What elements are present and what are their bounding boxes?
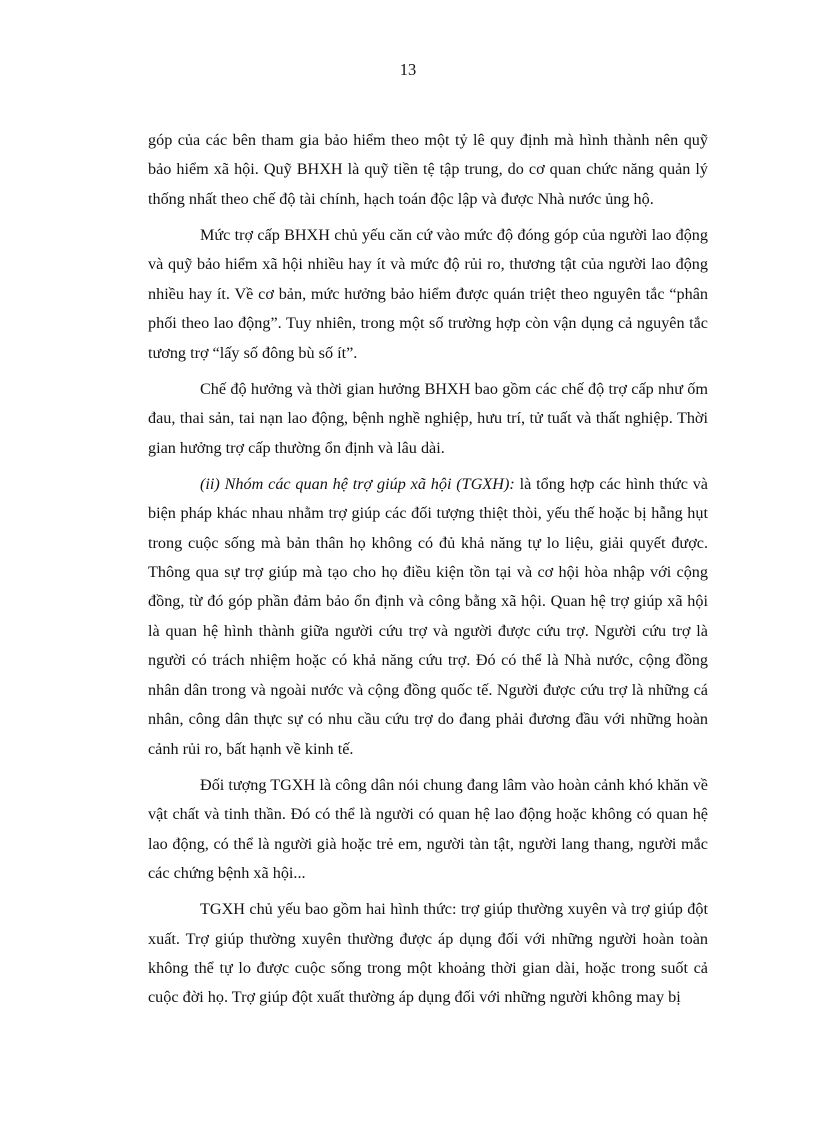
paragraph-5-text: Đối tượng TGXH là công dân nói chung đang lâm vào hoàn cảnh khó khăn về vật chất và tinh thần. Đó có thể là người có quan hệ lao động hoặc không có quan hệ lao động, có thể là người già hoặc trẻ em, người tàn tật, người lang thang, người mắc các chứng bệnh xã hội...	[148, 775, 708, 882]
paragraph-1	[148, 126, 708, 214]
paragraph-6-text: TGXH chủ yếu bao gồm hai hình thức: trợ giúp thường xuyên và trợ giúp đột xuất. Trợ giúp thường xuyên thường được áp dụng đối với những người hoàn toàn không thể tự lo được cuộc sống trong một khoảng thời gian dài, hoặc trong suốt cả cuộc đời họ. Trợ giúp đột xuất thường áp dụng đối với những người không may bị	[148, 900, 708, 1007]
paragraph-3	[148, 375, 708, 463]
document-body	[148, 126, 708, 1020]
page-number: 13	[399, 60, 417, 79]
paragraph-4-text: là tổng hợp các hình thức và biện pháp khác nhau nhằm trợ giúp các đối tượng thiệt thòi, yếu thế hoặc bị hẫng hụt trong cuộc sống mà bản thân họ không có đủ khả năng tự lo liệu, giải quyết được. Thông qua sự trợ giúp mà tạo cho họ điều kiện tồn tại và cơ hội hòa nhập với cộng đồng, từ đó góp phần đảm bảo ổn định và công bằng xã hội. Quan hệ trợ giúp xã hội là quan hệ hình thành giữa người cứu trợ và người được cứu trợ. Người cứu trợ là người có trách nhiệm hoặc có khả năng cứu trợ. Đó có thể là Nhà nước, cộng đồng nhân dân trong và ngoài nước và cộng đồng quốc tế. Người được cứu trợ là những cá nhân, công dân thực sự có nhu cầu cứu trợ do đang phải đương đầu với những hoàn cảnh rủi ro, bất hạnh về kinh tế.	[148, 474, 708, 758]
paragraph-2-text: Mức trợ cấp BHXH chủ yếu căn cứ vào mức độ đóng góp của người lao động và quỹ bảo hiểm xã hội nhiều hay ít và mức độ rủi ro, thương tật của người lao động nhiều hay ít. Về cơ bản, mức hưởng bảo hiểm được quán triệt theo nguyên tắc “phân phối theo lao động”. Tuy nhiên, trong một số trường hợp còn vận dụng cả nguyên tắc tương trợ “lấy số đông bù số ít”.	[148, 226, 708, 362]
paragraph-3-text: Chế độ hưởng và thời gian hưởng BHXH bao gồm các chế độ trợ cấp như ốm đau, thai sản, tai nạn lao động, bệnh nghề nghiệp, hưu trí, tử tuất và thất nghiệp. Thời gian hưởng trợ cấp thường ổn định và lâu dài.	[148, 379, 708, 457]
paragraph-6	[148, 895, 708, 1013]
paragraph-4	[148, 470, 708, 764]
paragraph-2	[148, 221, 708, 368]
paragraph-1-text: góp của các bên tham gia bảo hiểm theo một tỷ lê quy định mà hình thành nên quỹ bảo hiểm xã hội. Quỹ BHXH là quỹ tiền tệ tập trung, do cơ quan chức năng quản lý thống nhất theo chế độ tài chính, hạch toán độc lập và được Nhà nước ủng hộ.	[148, 131, 708, 208]
paragraph-5	[148, 771, 708, 889]
paragraph-4-lead: (ii) Nhóm các quan hệ trợ giúp xã hội (TGXH):	[200, 474, 515, 493]
